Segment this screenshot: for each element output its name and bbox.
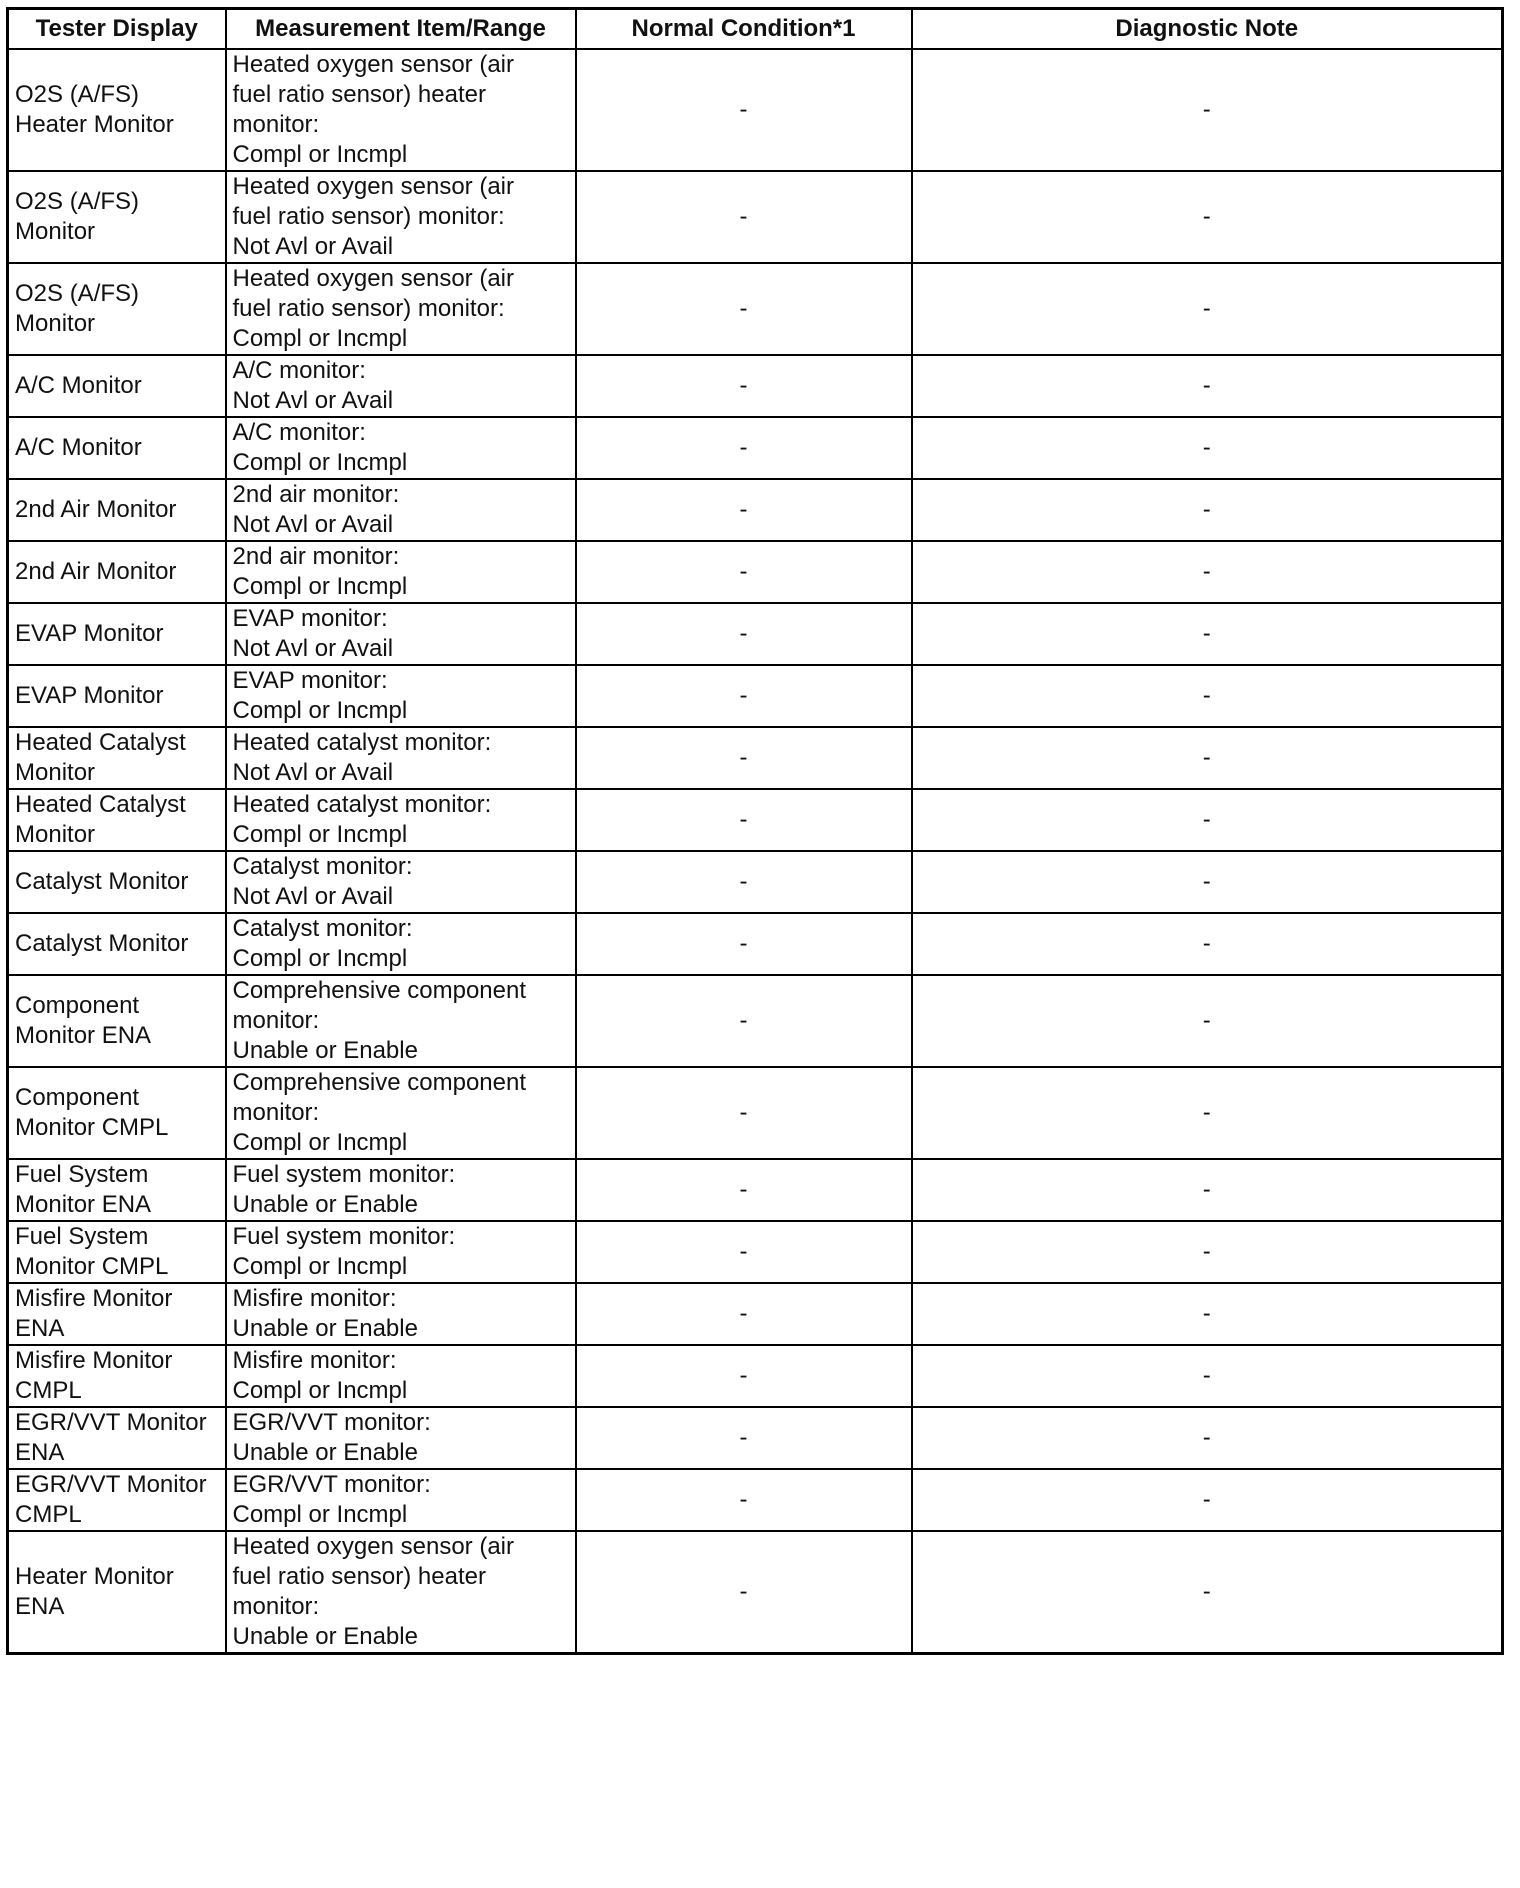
normal-condition-cell: - [576,1345,912,1407]
diagnostic-note-cell: - [912,727,1503,789]
normal-condition-cell: - [576,541,912,603]
diagnostic-note-cell: - [912,851,1503,913]
diagnostic-note-cell: - [912,479,1503,541]
measurement-item-cell: Misfire monitor: Compl or Incmpl [226,1345,576,1407]
table-row [8,1469,1503,1531]
normal-condition-cell: - [576,1407,912,1469]
table-row [8,789,1503,851]
table-row [8,1345,1503,1407]
tester-display-cell: Misfire Monitor CMPL [8,1345,226,1407]
normal-condition-cell: - [576,851,912,913]
diagnostic-note-cell: - [912,603,1503,665]
measurement-item-cell: EGR/VVT monitor: Compl or Incmpl [226,1469,576,1531]
measurement-item-cell: Comprehensive component monitor: Compl or Incmpl [226,1067,576,1159]
measurement-item-cell: Misfire monitor: Unable or Enable [226,1283,576,1345]
tester-display-cell: Fuel System Monitor CMPL [8,1221,226,1283]
tester-display-cell: 2nd Air Monitor [8,541,226,603]
diagnostic-note-cell: - [912,1159,1503,1221]
tester-display-cell: Heated Catalyst Monitor [8,727,226,789]
table-row [8,1221,1503,1283]
table-row [8,541,1503,603]
measurement-item-cell: A/C monitor: Compl or Incmpl [226,417,576,479]
table-row [8,417,1503,479]
tester-display-cell: O2S (A/FS) Monitor [8,171,226,263]
normal-condition-cell: - [576,727,912,789]
table-row [8,851,1503,913]
diagnostic-note-cell: - [912,1407,1503,1469]
diagnostic-note-cell: - [912,1531,1503,1654]
diagnostic-note-cell: - [912,975,1503,1067]
table-row [8,913,1503,975]
tester-display-cell: EVAP Monitor [8,603,226,665]
measurement-item-cell: Heated catalyst monitor: Not Avl or Avail [226,727,576,789]
normal-condition-cell: - [576,263,912,355]
normal-condition-cell: - [576,417,912,479]
measurement-item-cell: EGR/VVT monitor: Unable or Enable [226,1407,576,1469]
normal-condition-cell: - [576,1469,912,1531]
normal-condition-cell: - [576,49,912,171]
table-row [8,171,1503,263]
normal-condition-cell: - [576,789,912,851]
measurement-item-cell: Heated oxygen sensor (air fuel ratio sensor) heater monitor: Unable or Enable [226,1531,576,1654]
normal-condition-cell: - [576,1067,912,1159]
measurement-item-cell: EVAP monitor: Not Avl or Avail [226,603,576,665]
normal-condition-cell: - [576,1159,912,1221]
diagnostic-note-cell: - [912,355,1503,417]
tester-display-cell: Catalyst Monitor [8,851,226,913]
tester-display-cell: O2S (A/FS) Monitor [8,263,226,355]
data-list-table [6,7,1504,1655]
diagnostic-note-cell: - [912,1067,1503,1159]
measurement-item-cell: Heated oxygen sensor (air fuel ratio sensor) monitor: Not Avl or Avail [226,171,576,263]
table-row [8,263,1503,355]
normal-condition-cell: - [576,1283,912,1345]
measurement-item-cell: 2nd air monitor: Not Avl or Avail [226,479,576,541]
tester-display-cell: Heater Monitor ENA [8,1531,226,1654]
tester-display-cell: O2S (A/FS) Heater Monitor [8,49,226,171]
tester-display-cell: Fuel System Monitor ENA [8,1159,226,1221]
diagnostic-note-cell: - [912,263,1503,355]
table-row [8,49,1503,171]
table-row [8,1407,1503,1469]
diagnostic-note-cell: - [912,171,1503,263]
measurement-item-cell: Fuel system monitor: Unable or Enable [226,1159,576,1221]
normal-condition-cell: - [576,975,912,1067]
diagnostic-note-cell: - [912,1469,1503,1531]
measurement-item-cell: A/C monitor: Not Avl or Avail [226,355,576,417]
tester-display-cell: Misfire Monitor ENA [8,1283,226,1345]
table-row [8,727,1503,789]
measurement-item-cell: Fuel system monitor: Compl or Incmpl [226,1221,576,1283]
measurement-item-cell: Catalyst monitor: Not Avl or Avail [226,851,576,913]
table-row [8,1067,1503,1159]
measurement-item-cell: Comprehensive component monitor: Unable or Enable [226,975,576,1067]
measurement-item-cell: Heated oxygen sensor (air fuel ratio sensor) monitor: Compl or Incmpl [226,263,576,355]
header-normal-condition: Normal Condition*1 [576,9,912,50]
normal-condition-cell: - [576,479,912,541]
header-diagnostic-note: Diagnostic Note [912,9,1503,50]
table-row [8,603,1503,665]
tester-display-cell: Heated Catalyst Monitor [8,789,226,851]
normal-condition-cell: - [576,665,912,727]
diagnostic-note-cell: - [912,1221,1503,1283]
measurement-item-cell: Catalyst monitor: Compl or Incmpl [226,913,576,975]
normal-condition-cell: - [576,1221,912,1283]
normal-condition-cell: - [576,355,912,417]
document-sheet [6,7,1504,1655]
normal-condition-cell: - [576,913,912,975]
table-row [8,1283,1503,1345]
normal-condition-cell: - [576,1531,912,1654]
diagnostic-note-cell: - [912,1345,1503,1407]
tester-display-cell: Catalyst Monitor [8,913,226,975]
diagnostic-note-cell: - [912,1283,1503,1345]
table-header [8,9,1503,50]
tester-display-cell: EGR/VVT Monitor CMPL [8,1469,226,1531]
normal-condition-cell: - [576,603,912,665]
diagnostic-note-cell: - [912,49,1503,171]
header-row [8,9,1503,50]
tester-display-cell: EVAP Monitor [8,665,226,727]
diagnostic-note-cell: - [912,665,1503,727]
diagnostic-note-cell: - [912,417,1503,479]
measurement-item-cell: EVAP monitor: Compl or Incmpl [226,665,576,727]
diagnostic-note-cell: - [912,913,1503,975]
table-row [8,975,1503,1067]
table-row [8,665,1503,727]
header-measurement-item: Measurement Item/Range [226,9,576,50]
tester-display-cell: Component Monitor ENA [8,975,226,1067]
tester-display-cell: 2nd Air Monitor [8,479,226,541]
measurement-item-cell: 2nd air monitor: Compl or Incmpl [226,541,576,603]
diagnostic-note-cell: - [912,789,1503,851]
measurement-item-cell: Heated catalyst monitor: Compl or Incmpl [226,789,576,851]
diagnostic-note-cell: - [912,541,1503,603]
header-tester-display: Tester Display [8,9,226,50]
table-row [8,1531,1503,1654]
table-row [8,479,1503,541]
tester-display-cell: A/C Monitor [8,417,226,479]
measurement-item-cell: Heated oxygen sensor (air fuel ratio sensor) heater monitor: Compl or Incmpl [226,49,576,171]
normal-condition-cell: - [576,171,912,263]
tester-display-cell: Component Monitor CMPL [8,1067,226,1159]
table-row [8,1159,1503,1221]
tester-display-cell: EGR/VVT Monitor ENA [8,1407,226,1469]
table-row [8,355,1503,417]
table-body [8,49,1503,1654]
tester-display-cell: A/C Monitor [8,355,226,417]
